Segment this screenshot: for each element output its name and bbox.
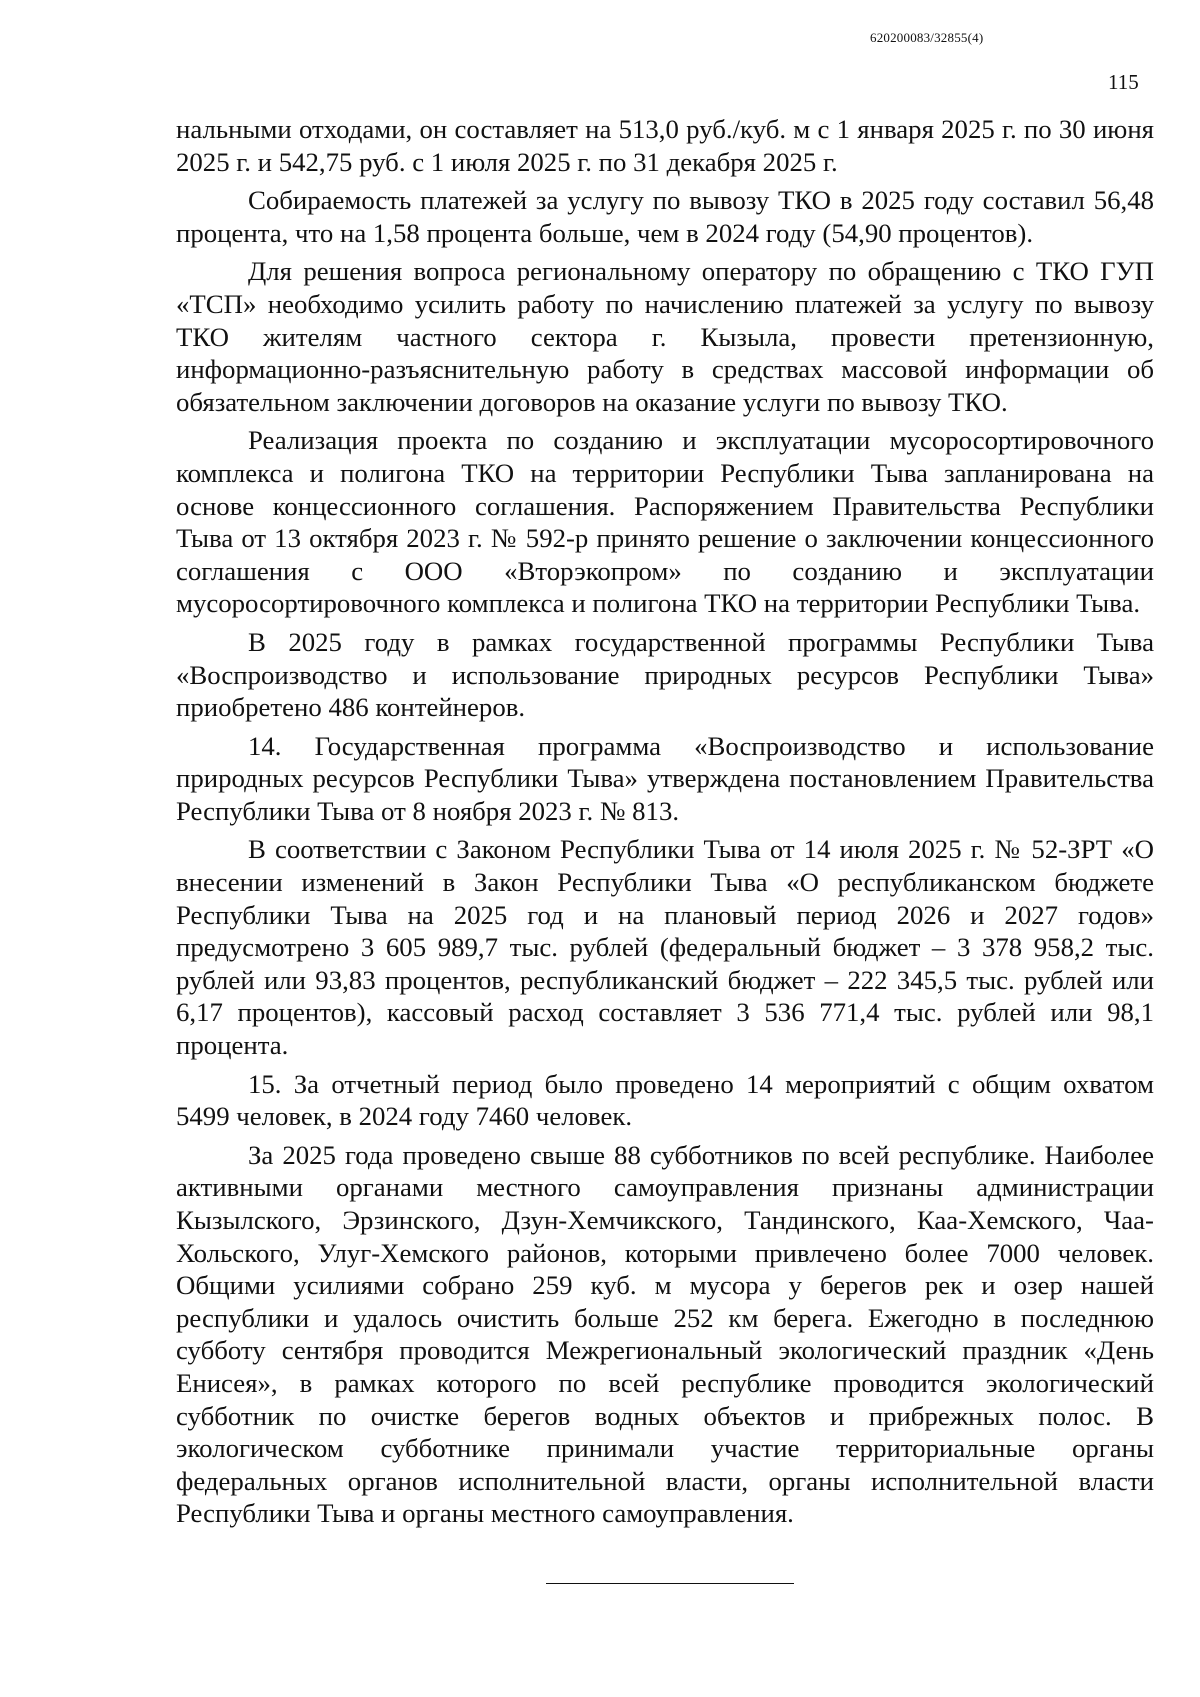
paragraph-sorting-complex: Реализация проекта по созданию и эксплуатации мусоросортировочного комплекса и полигона ТКО на территории Республики Тыва запланирована на основе концессионного соглашения. Распоряжением Правительства Республики Тыва от 13 октября 2023 г. № 592-р принято решение о заключении концессионного соглашения с ООО «Вторэкопром» по созданию и эксплуатации мусоросортировочного комплекса и полигона ТКО на территории Республики Тыва. — [176, 425, 1154, 619]
paragraph-events: 15. За отчетный период было проведено 14 мероприятий с общим охватом 5499 человек, в 2024 году 7460 человек. — [176, 1068, 1154, 1132]
paragraph-state-program: 14. Государственная программа «Воспроизводство и использование природных ресурсов Республики Тыва» утверждена постановлением Правительства Республики Тыва от 8 ноября 2023 г. № 813. — [176, 730, 1154, 826]
document-body — [176, 113, 1154, 1530]
page-number: 115 — [1108, 70, 1139, 94]
paragraph-containers: В 2025 году в рамках государственной программы Республики Тыва «Воспроизводство и использование природных ресурсов Республики Тыва» приобретено 486 контейнеров. — [176, 626, 1154, 723]
paragraph-payment-collection: Собираемость платежей за услугу по вывозу ТКО в 2025 году составил 56,48 процента, что на 1,58 процента больше, чем в 2024 году (54,90 процентов). — [176, 185, 1154, 248]
paragraph-continuation: нальными отходами, он составляет на 513,0 руб./куб. м с 1 января 2025 г. по 30 июня 2025 г. и 542,75 руб. с 1 июля 2025 г. по 31 декабря 2025 г. — [176, 114, 1154, 177]
paragraph-cleanups: За 2025 года проведено свыше 88 субботников по всей республике. Наиболее активными органами местного самоуправления признаны администрации Кызылского, Эрзинского, Дзун-Хемчикского, Тандинского, Каа-Хемского, Чаа-Хольского, Улуг-Хемского районов, которыми привлечено более 7000 человек. Общими усилиями собрано 259 куб. м мусора у берегов рек и озер нашей республики и удалось очистить больше 252 км берега. Ежегодно в последнюю субботу сентября проводится Межрегиональный экологический праздник «День Енисея», в рамках которого по всей республике проводится экологический субботник по очистке берегов водных объектов и прибрежных полос. В экологическом субботнике принимали участие территориальные органы федеральных органов исполнительной власти, органы исполнительной власти Республики Тыва и органы местного самоуправления. — [176, 1139, 1154, 1529]
paragraph-regional-operator: Для решения вопроса региональному оператору по обращению с ТКО ГУП «ТСП» необходимо усилить работу по начислению платежей за услугу по вывозу ТКО жителям частного сектора г. Кызыла, провести претензионную, информационно-разъяснительную работу в средствах массовой информации об обязательном заключении договоров на оказание услуги по вывозу ТКО. — [176, 256, 1154, 417]
document-id: 620200083/32855(4) — [870, 30, 984, 45]
paragraph-budget-law: В соответствии с Законом Республики Тыва от 14 июля 2025 г. № 52-ЗРТ «О внесении изменений в Закон Республики Тыва «О республиканском бюджете Республики Тыва на 2025 год и на плановый период 2026 и 2027 годов» предусмотрено 3 605 989,7 тыс. рублей (федеральный бюджет – 3 378 958,2 тыс. рублей или 93,83 процентов, республиканский бюджет – 222 345,5 тыс. рублей или 6,17 процентов), кассовый расход составляет 3 536 771,4 тыс. рублей или 98,1 процента. — [176, 834, 1154, 1061]
end-divider-line — [546, 1583, 794, 1584]
